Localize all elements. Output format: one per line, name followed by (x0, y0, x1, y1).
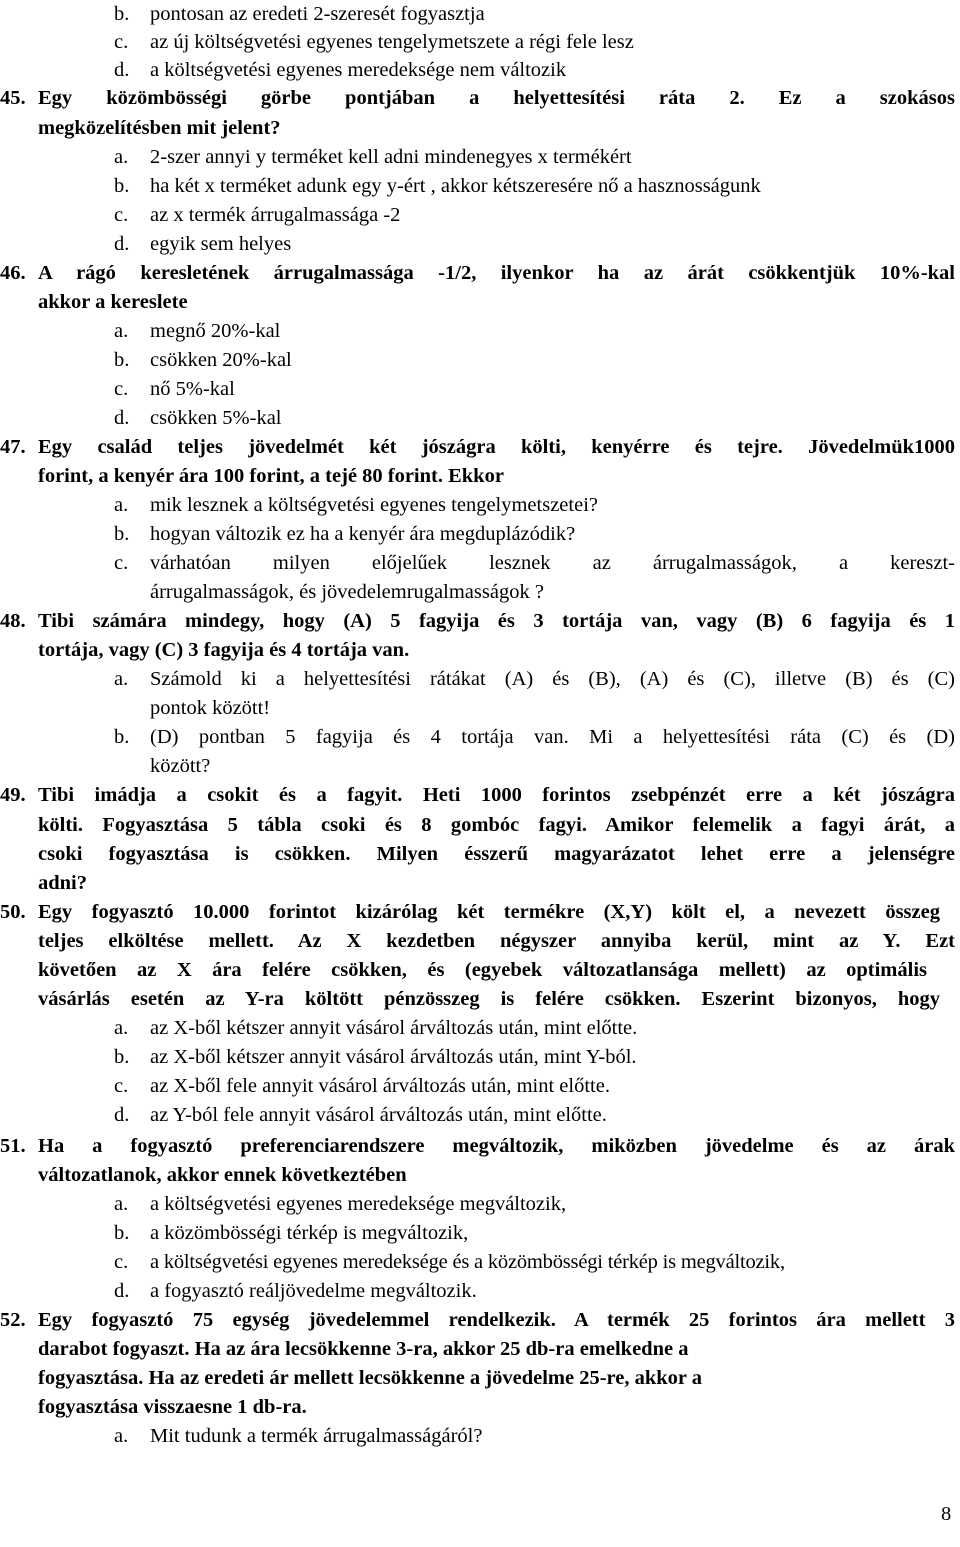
question-number: 47. (0, 436, 26, 458)
option-label: d. (114, 1280, 130, 1302)
question-line (38, 1161, 407, 1190)
question-line (38, 1335, 688, 1364)
option-label: c. (114, 552, 129, 574)
option-label: b. (114, 349, 130, 371)
option-label: a. (114, 146, 129, 168)
question-number: 52. (0, 1309, 26, 1331)
question-number: 51. (0, 1135, 26, 1157)
option-label: b. (114, 1046, 130, 1068)
option-text: a közömbösségi térkép is megváltozik, (150, 1222, 469, 1244)
option-text: megnő 20%-kal (150, 320, 281, 342)
option-text: az új költségvetési egyenes tengelymetszete a régi fele lesz (150, 31, 634, 53)
option-text: 2-szer annyi y terméket kell adni mindenegyes x termékért (150, 146, 632, 168)
question-text: vásárlás esetén az Y-ra költött pénzösszeg is felére csökken. Eszerint bizonyos, hogy (38, 988, 940, 1010)
option-label: b. (114, 1222, 130, 1244)
option-text: Mit tudunk a termék árrugalmasságáról? (150, 1425, 483, 1447)
option-text: csökken 5%-kal (150, 407, 282, 429)
option-text: között? (150, 755, 211, 777)
option-label: c. (114, 378, 129, 400)
option-label: a. (114, 668, 129, 690)
question-text: változatlanok, akkor ennek következtében (38, 1164, 407, 1186)
option-label: c. (114, 1075, 129, 1097)
question-number: 45. (0, 87, 26, 109)
option-label: b. (114, 726, 130, 748)
question-text: Egy család teljes jövedelmét két jószágra költi, kenyérre és tejre. Jövedelmük1000 (38, 436, 955, 458)
option-label: b. (114, 523, 130, 545)
option-text: pontosan az eredeti 2-szeresét fogyasztja (150, 3, 485, 25)
question-number: 49. (0, 784, 26, 806)
option-text: Számold ki a helyettesítési rátákat (A) és (B), (A) és (C), illetve (B) és (C) (150, 668, 955, 690)
option-text: az X-ből kétszer annyit vásárol árváltozás után, mint Y-ból. (150, 1046, 637, 1068)
option-text: várhatóan milyen előjelűek lesznek az árrugalmasságok, a kereszt- (150, 552, 955, 574)
option-text: az x termék árrugalmassága -2 (150, 204, 401, 226)
question-line (38, 636, 409, 665)
question-line (38, 1364, 702, 1393)
option-label: a. (114, 1425, 129, 1447)
page-number: 8 (941, 1503, 952, 1525)
question-text: forint, a kenyér ára 100 forint, a tejé 80 forint. Ekkor (38, 465, 504, 487)
question-line (38, 869, 87, 898)
option-text: a fogyasztó reáljövedelme megváltozik. (150, 1280, 477, 1302)
question-text: Egy közömbösségi görbe pontjában a helyettesítési ráta 2. Ez a szokásos (38, 87, 955, 109)
question-text: fogyasztása. Ha az eredeti ár mellett lecsökkenne a jövedelme 25-re, akkor a (38, 1367, 703, 1389)
option-label: a. (114, 494, 129, 516)
option-label: c. (114, 204, 129, 226)
option-label: d. (114, 407, 130, 429)
option-text: hogyan változik ez ha a kenyér ára megduplázódik? (150, 523, 576, 545)
option-text: a költségvetési egyenes meredeksége és a közömbösségi térkép is megváltozik, (150, 1251, 785, 1273)
question-text: fogyasztása visszaesne 1 db-ra. (38, 1396, 307, 1418)
option-text: (D) pontban 5 fagyija és 4 tortája van. Mi a helyettesítési ráta (C) és (D) (150, 726, 955, 748)
option-text: pontok között! (150, 697, 271, 719)
option-text: nő 5%-kal (150, 378, 235, 400)
question-text: költi. Fogyasztása 5 tábla csoki és 8 gombóc fagyi. Amikor felemelik a fagyi árát, a (38, 814, 955, 836)
question-line (38, 114, 281, 143)
option-text: a költségvetési egyenes meredeksége nem változik (150, 59, 567, 81)
question-text: teljes elköltése mellett. Az X kezdetben négyszer annyiba kerül, mint az Y. Ezt (38, 930, 955, 952)
option-label: d. (114, 59, 130, 81)
option-text: egyik sem helyes (150, 233, 292, 255)
question-number: 46. (0, 262, 26, 284)
question-line (38, 1393, 307, 1422)
question-line (38, 927, 955, 956)
option-text: az X-ből kétszer annyit vásárol árváltozás után, mint előtte. (150, 1017, 638, 1039)
option-label: c. (114, 1251, 129, 1273)
option-line (150, 578, 544, 607)
question-text: Egy fogyasztó 10.000 forintot kizárólag két termékre (X,Y) költ el, a nevezett összeg (38, 901, 940, 923)
option-text: árrugalmasságok, és jövedelemrugalmasságok ? (150, 581, 544, 603)
question-text: akkor a kereslete (38, 291, 188, 313)
option-text: a költségvetési egyenes meredeksége megváltozik, (150, 1193, 567, 1215)
question-text: követően az X ára felére csökken, és (egyebek változatlansága mellett) az optimális (38, 959, 927, 981)
question-line (38, 811, 955, 840)
question-text: adni? (38, 872, 87, 894)
option-label: d. (114, 1104, 130, 1126)
option-line (150, 694, 270, 723)
option-text: az Y-ból fele annyit vásárol árváltozás után, mint előtte. (150, 1104, 607, 1126)
question-text: megközelítésben mit jelent? (38, 117, 281, 139)
question-number: 48. (0, 610, 26, 632)
option-label: d. (114, 233, 130, 255)
question-text: Egy fogyasztó 75 egység jövedelemmel rendelkezik. A termék 25 forintos ára mellett 3 (38, 1309, 955, 1331)
option-line (150, 752, 210, 781)
option-text: ha két x terméket adunk egy y-ért , akkor kétszeresére nő a hasznosságunk (150, 175, 761, 197)
question-text: darabot fogyaszt. Ha az ára lecsökkenne 3-ra, akkor 25 db-ra emelkedne a (38, 1338, 689, 1360)
question-text: tortája, vagy (C) 3 fagyija és 4 tortája van. (38, 639, 410, 661)
question-text: Ha a fogyasztó preferenciarendszere megváltozik, miközben jövedelme és az árak (38, 1135, 955, 1157)
option-text: mik lesznek a költségvetési egyenes tengelymetszetei? (150, 494, 598, 516)
question-line (38, 985, 940, 1014)
option-label: b. (114, 175, 130, 197)
question-line (38, 956, 927, 985)
option-text: az X-ből fele annyit vásárol árváltozás után, mint előtte. (150, 1075, 610, 1097)
option-label: a. (114, 320, 129, 342)
option-label: c. (114, 31, 129, 53)
option-label: a. (114, 1017, 129, 1039)
question-text: Tibi imádja a csokit és a fagyit. Heti 1000 forintos zsebpénzét erre a két jószágra (38, 784, 955, 806)
option-text: csökken 20%-kal (150, 349, 292, 371)
question-line (38, 462, 504, 491)
question-text: csoki fogyasztása is csökken. Milyen ésszerű magyarázatot lehet erre a jelenségre (38, 843, 955, 865)
question-text: A rágó keresletének árrugalmassága -1/2, ilyenkor ha az árát csökkentjük 10%-kal (38, 262, 955, 284)
option-label: a. (114, 1193, 129, 1215)
question-text: Tibi számára mindegy, hogy (A) 5 fagyija és 3 tortája van, vagy (B) 6 fagyija és 1 (38, 610, 955, 632)
question-line (38, 288, 188, 317)
option-label: b. (114, 3, 130, 25)
question-number: 50. (0, 901, 26, 923)
question-line (38, 840, 955, 869)
